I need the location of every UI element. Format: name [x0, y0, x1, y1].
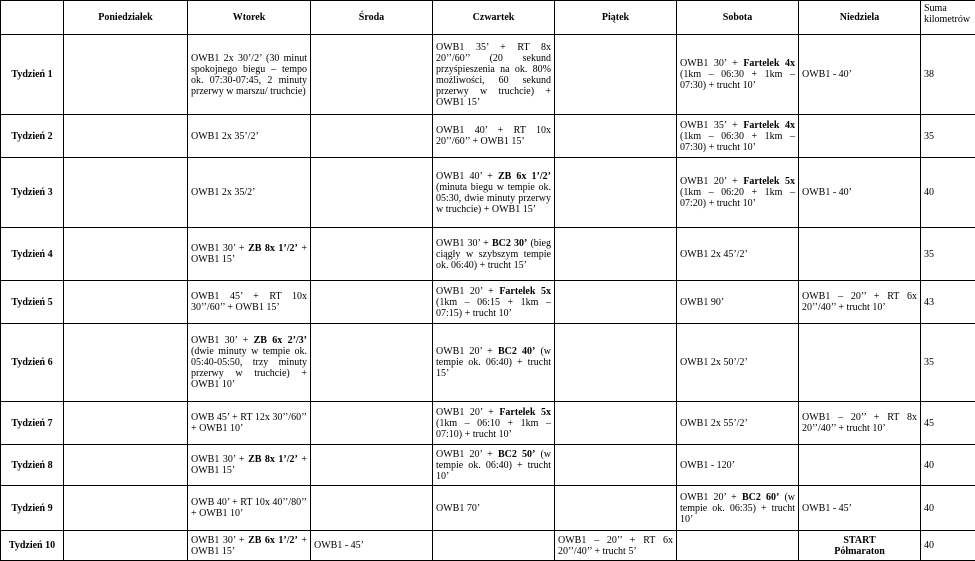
workout-cell-saturday [677, 531, 799, 561]
week-label: Tydzień 10 [1, 531, 64, 561]
workout-text: OWB1 30’ + [680, 58, 743, 69]
workout-text: (1km – 06:10 + 1km – 07:10) + trucht 10’ [436, 418, 551, 440]
weekly-km-total: 43 [921, 281, 975, 324]
workout-highlight: ZB 6x 2’/3’ [254, 335, 307, 346]
workout-cell-thursday [433, 486, 555, 531]
workout-cell-wednesday [311, 281, 433, 324]
workout-cell-tuesday [188, 445, 311, 486]
workout-highlight: BC2 60’ [742, 492, 779, 503]
table-row [1, 324, 975, 402]
workout-cell-monday [64, 324, 188, 402]
header-thursday: Czwartek [433, 1, 555, 35]
workout-cell-sunday [799, 35, 921, 115]
workout-highlight: ZB 6x 1’/2’ [498, 171, 551, 182]
workout-highlight: Fartelek 5x [499, 286, 551, 297]
workout-cell-friday [555, 35, 677, 115]
workout-text: OWB1 - 45’ [314, 540, 364, 551]
workout-cell-tuesday [188, 115, 311, 158]
workout-text: OWB1 35’ + [680, 120, 743, 131]
workout-cell-monday [64, 35, 188, 115]
workout-text: OWB1 2x 30’/2’ (30 minut spokojnego biegu – tempo ok. 07:30-07:45, 2 minuty przerwy w marszu/ truchcie) [191, 53, 307, 97]
workout-text: OWB 45’ + RT 12x 30’’/60’’ + OWB1 10’ [191, 412, 307, 434]
workout-cell-sunday [799, 531, 921, 561]
workout-cell-friday [555, 324, 677, 402]
weekly-km-total: 35 [921, 228, 975, 281]
workout-highlight: ZB 8x 1’/2’ [248, 243, 298, 254]
workout-cell-saturday [677, 445, 799, 486]
table-body [1, 35, 975, 561]
workout-cell-friday [555, 115, 677, 158]
workout-cell-wednesday [311, 402, 433, 445]
workout-cell-saturday [677, 115, 799, 158]
workout-text: OWB1 - 40’ [802, 187, 852, 198]
workout-text: OWB1 - 45’ [802, 503, 852, 514]
week-label: Tydzień 9 [1, 486, 64, 531]
workout-cell-saturday [677, 486, 799, 531]
workout-cell-thursday [433, 115, 555, 158]
workout-cell-tuesday [188, 324, 311, 402]
workout-cell-wednesday [311, 531, 433, 561]
workout-text: (minuta biegu w tempie ok. 05:30, dwie minuty przerwy w truchcie) + OWB1 15’ [436, 182, 551, 215]
workout-highlight: Fartelek 4x [743, 58, 795, 69]
workout-cell-monday [64, 281, 188, 324]
workout-text: (1km – 06:30 + 1km – 07:30) + trucht 10’ [680, 69, 795, 91]
workout-highlight: Fartelek 4x [743, 120, 795, 131]
workout-cell-monday [64, 228, 188, 281]
workout-cell-saturday [677, 324, 799, 402]
table-row [1, 531, 975, 561]
workout-text: OWB1 70’ [436, 503, 480, 514]
workout-cell-wednesday [311, 228, 433, 281]
workout-cell-wednesday [311, 35, 433, 115]
workout-highlight: BC2 40’ [498, 346, 535, 357]
workout-cell-thursday [433, 158, 555, 228]
workout-cell-tuesday [188, 486, 311, 531]
weekly-km-total: 38 [921, 35, 975, 115]
workout-cell-friday [555, 531, 677, 561]
workout-text: OWB1 2x 35’/2’ [191, 131, 259, 142]
weekly-km-total: 35 [921, 115, 975, 158]
workout-cell-friday [555, 402, 677, 445]
week-label: Tydzień 8 [1, 445, 64, 486]
workout-highlight: ZB 8x 1’/2’ [248, 454, 298, 465]
workout-text: (1km – 06:15 + 1km – 07:15) + trucht 10’ [436, 297, 551, 319]
workout-highlight: BC2 50’ [498, 449, 535, 460]
workout-cell-sunday [799, 158, 921, 228]
weekly-km-total: 45 [921, 402, 975, 445]
workout-cell-friday [555, 445, 677, 486]
weekly-km-total: 40 [921, 445, 975, 486]
header-friday: Piątek [555, 1, 677, 35]
header-saturday: Sobota [677, 1, 799, 35]
workout-text: (1km – 06:30 + 1km – 07:30) + trucht 10’ [680, 131, 795, 153]
workout-text: OWB1 30’ + [191, 243, 248, 254]
header-corner [1, 1, 64, 35]
workout-cell-saturday [677, 281, 799, 324]
workout-cell-thursday [433, 531, 555, 561]
table-row [1, 158, 975, 228]
header-total-km: Suma kilometrów [921, 1, 975, 35]
workout-text: OWB1 30’ + [191, 535, 248, 546]
workout-text: + OWB1 15’ [191, 243, 307, 265]
header-row [1, 1, 975, 35]
workout-cell-monday [64, 402, 188, 445]
header-monday: Poniedziałek [64, 1, 188, 35]
workout-text: (w tempie ok. 06:35) + trucht 10’ [680, 492, 795, 525]
table-row [1, 115, 975, 158]
workout-text: OWB1 2x 35/2’ [191, 187, 255, 198]
workout-cell-wednesday [311, 115, 433, 158]
workout-text: OWB1 90’ [680, 297, 724, 308]
workout-text: OWB1 20’ + [436, 407, 499, 418]
workout-cell-friday [555, 228, 677, 281]
workout-text: OWB 40’ + RT 10x 40’’/80’’ + OWB1 10’ [191, 497, 307, 519]
workout-text: OWB1 – 20’’ + RT 6x 20’’/40’’ + trucht 5’ [558, 535, 673, 557]
workout-text: OWB1 20’ + [680, 176, 743, 187]
week-label: Tydzień 7 [1, 402, 64, 445]
workout-cell-tuesday [188, 228, 311, 281]
table-row [1, 402, 975, 445]
workout-cell-sunday [799, 115, 921, 158]
workout-cell-monday [64, 158, 188, 228]
week-label: Tydzień 3 [1, 158, 64, 228]
workout-cell-friday [555, 281, 677, 324]
workout-cell-saturday [677, 228, 799, 281]
workout-cell-saturday [677, 402, 799, 445]
workout-cell-saturday [677, 35, 799, 115]
week-label: Tydzień 6 [1, 324, 64, 402]
workout-cell-thursday [433, 402, 555, 445]
workout-cell-sunday [799, 486, 921, 531]
workout-text: (bieg ciągły w szybszym tempie ok. 06:40) + trucht 15’ [436, 238, 551, 271]
workout-text: OWB1 20’ + [436, 286, 499, 297]
workout-cell-wednesday [311, 158, 433, 228]
workout-highlight: ZB 6x 1’/2’ [248, 535, 298, 546]
weekly-km-total: 35 [921, 324, 975, 402]
workout-text: + OWB1 15’ [191, 535, 307, 557]
workout-text: OWB1 20’ + [436, 346, 498, 357]
workout-cell-friday [555, 486, 677, 531]
workout-text: OWB1 20’ + [680, 492, 742, 503]
workout-text: OWB1 - 40’ [802, 69, 852, 80]
weekly-km-total: 40 [921, 486, 975, 531]
workout-cell-wednesday [311, 486, 433, 531]
workout-cell-sunday [799, 445, 921, 486]
workout-cell-thursday [433, 35, 555, 115]
table-row [1, 486, 975, 531]
workout-text: (w tempie ok. 06:40) + trucht 10’ [436, 449, 551, 482]
workout-text: OWB1 20’ + [436, 449, 498, 460]
header-wednesday: Środa [311, 1, 433, 35]
workout-text: OWB1 – 20’’ + RT 6x 20’’/40’’ + trucht 10’ [802, 291, 917, 313]
workout-text: OWB1 30’ + [191, 454, 248, 465]
week-label: Tydzień 2 [1, 115, 64, 158]
workout-cell-monday [64, 445, 188, 486]
workout-cell-friday [555, 158, 677, 228]
workout-cell-tuesday [188, 35, 311, 115]
header-sunday: Niedziela [799, 1, 921, 35]
table-row [1, 445, 975, 486]
workout-cell-saturday [677, 158, 799, 228]
workout-text: + OWB1 15’ [191, 454, 307, 476]
workout-text: OWB1 - 120’ [680, 460, 735, 471]
weekly-km-total: 40 [921, 531, 975, 561]
workout-cell-sunday [799, 281, 921, 324]
workout-text: OWB1 – 20’’ + RT 8x 20’’/40’’ + trucht 10’ [802, 412, 917, 434]
workout-highlight: BC2 30’ [492, 238, 527, 249]
workout-cell-tuesday [188, 158, 311, 228]
workout-cell-wednesday [311, 445, 433, 486]
workout-text: (dwie minuty w tempie ok. 05:40-05:50, trzy minuty przerwy w truchcie) + OWB1 10’ [191, 346, 307, 390]
workout-cell-thursday [433, 228, 555, 281]
workout-text: OWB1 30’ + [436, 238, 492, 249]
workout-cell-thursday [433, 324, 555, 402]
week-label: Tydzień 1 [1, 35, 64, 115]
header-tuesday: Wtorek [188, 1, 311, 35]
week-label: Tydzień 5 [1, 281, 64, 324]
workout-text: OWB1 30’ + [191, 335, 254, 346]
workout-cell-wednesday [311, 324, 433, 402]
workout-text: OWB1 2x 50’/2’ [680, 357, 748, 368]
start-label: START [802, 535, 917, 546]
week-label: Tydzień 4 [1, 228, 64, 281]
race-label: Półmaraton [802, 546, 917, 557]
workout-text: OWB1 35’ + RT 8x 20’’/60’’ (20 sekund przyśpieszenia na ok. 80% możliwości, 60 sekund przerwy w truchcie) + OWB1 15’ [436, 42, 551, 108]
workout-text: (1km – 06:20 + 1km – 07:20) + trucht 10’ [680, 187, 795, 209]
workout-cell-sunday [799, 402, 921, 445]
workout-cell-monday [64, 531, 188, 561]
workout-text: OWB1 2x 45’/2’ [680, 249, 748, 260]
workout-text: OWB1 2x 55’/2’ [680, 418, 748, 429]
workout-text: OWB1 45’ + RT 10x 30’’/60’’ + OWB1 15’ [191, 291, 307, 313]
workout-highlight: Fartelek 5x [743, 176, 795, 187]
workout-cell-monday [64, 486, 188, 531]
workout-cell-monday [64, 115, 188, 158]
workout-text: OWB1 40’ + [436, 171, 498, 182]
workout-cell-tuesday [188, 402, 311, 445]
workout-cell-thursday [433, 445, 555, 486]
workout-cell-sunday [799, 324, 921, 402]
table-row [1, 35, 975, 115]
table-row [1, 281, 975, 324]
workout-text: OWB1 40’ + RT 10x 20’’/60’’ + OWB1 15’ [436, 125, 551, 147]
workout-text: (w tempie ok. 06:40) + trucht 15’ [436, 346, 551, 379]
workout-cell-tuesday [188, 281, 311, 324]
table-row [1, 228, 975, 281]
workout-cell-tuesday [188, 531, 311, 561]
workout-highlight: Fartelek 5x [499, 407, 551, 418]
weekly-km-total: 40 [921, 158, 975, 228]
workout-cell-thursday [433, 281, 555, 324]
workout-cell-sunday [799, 228, 921, 281]
